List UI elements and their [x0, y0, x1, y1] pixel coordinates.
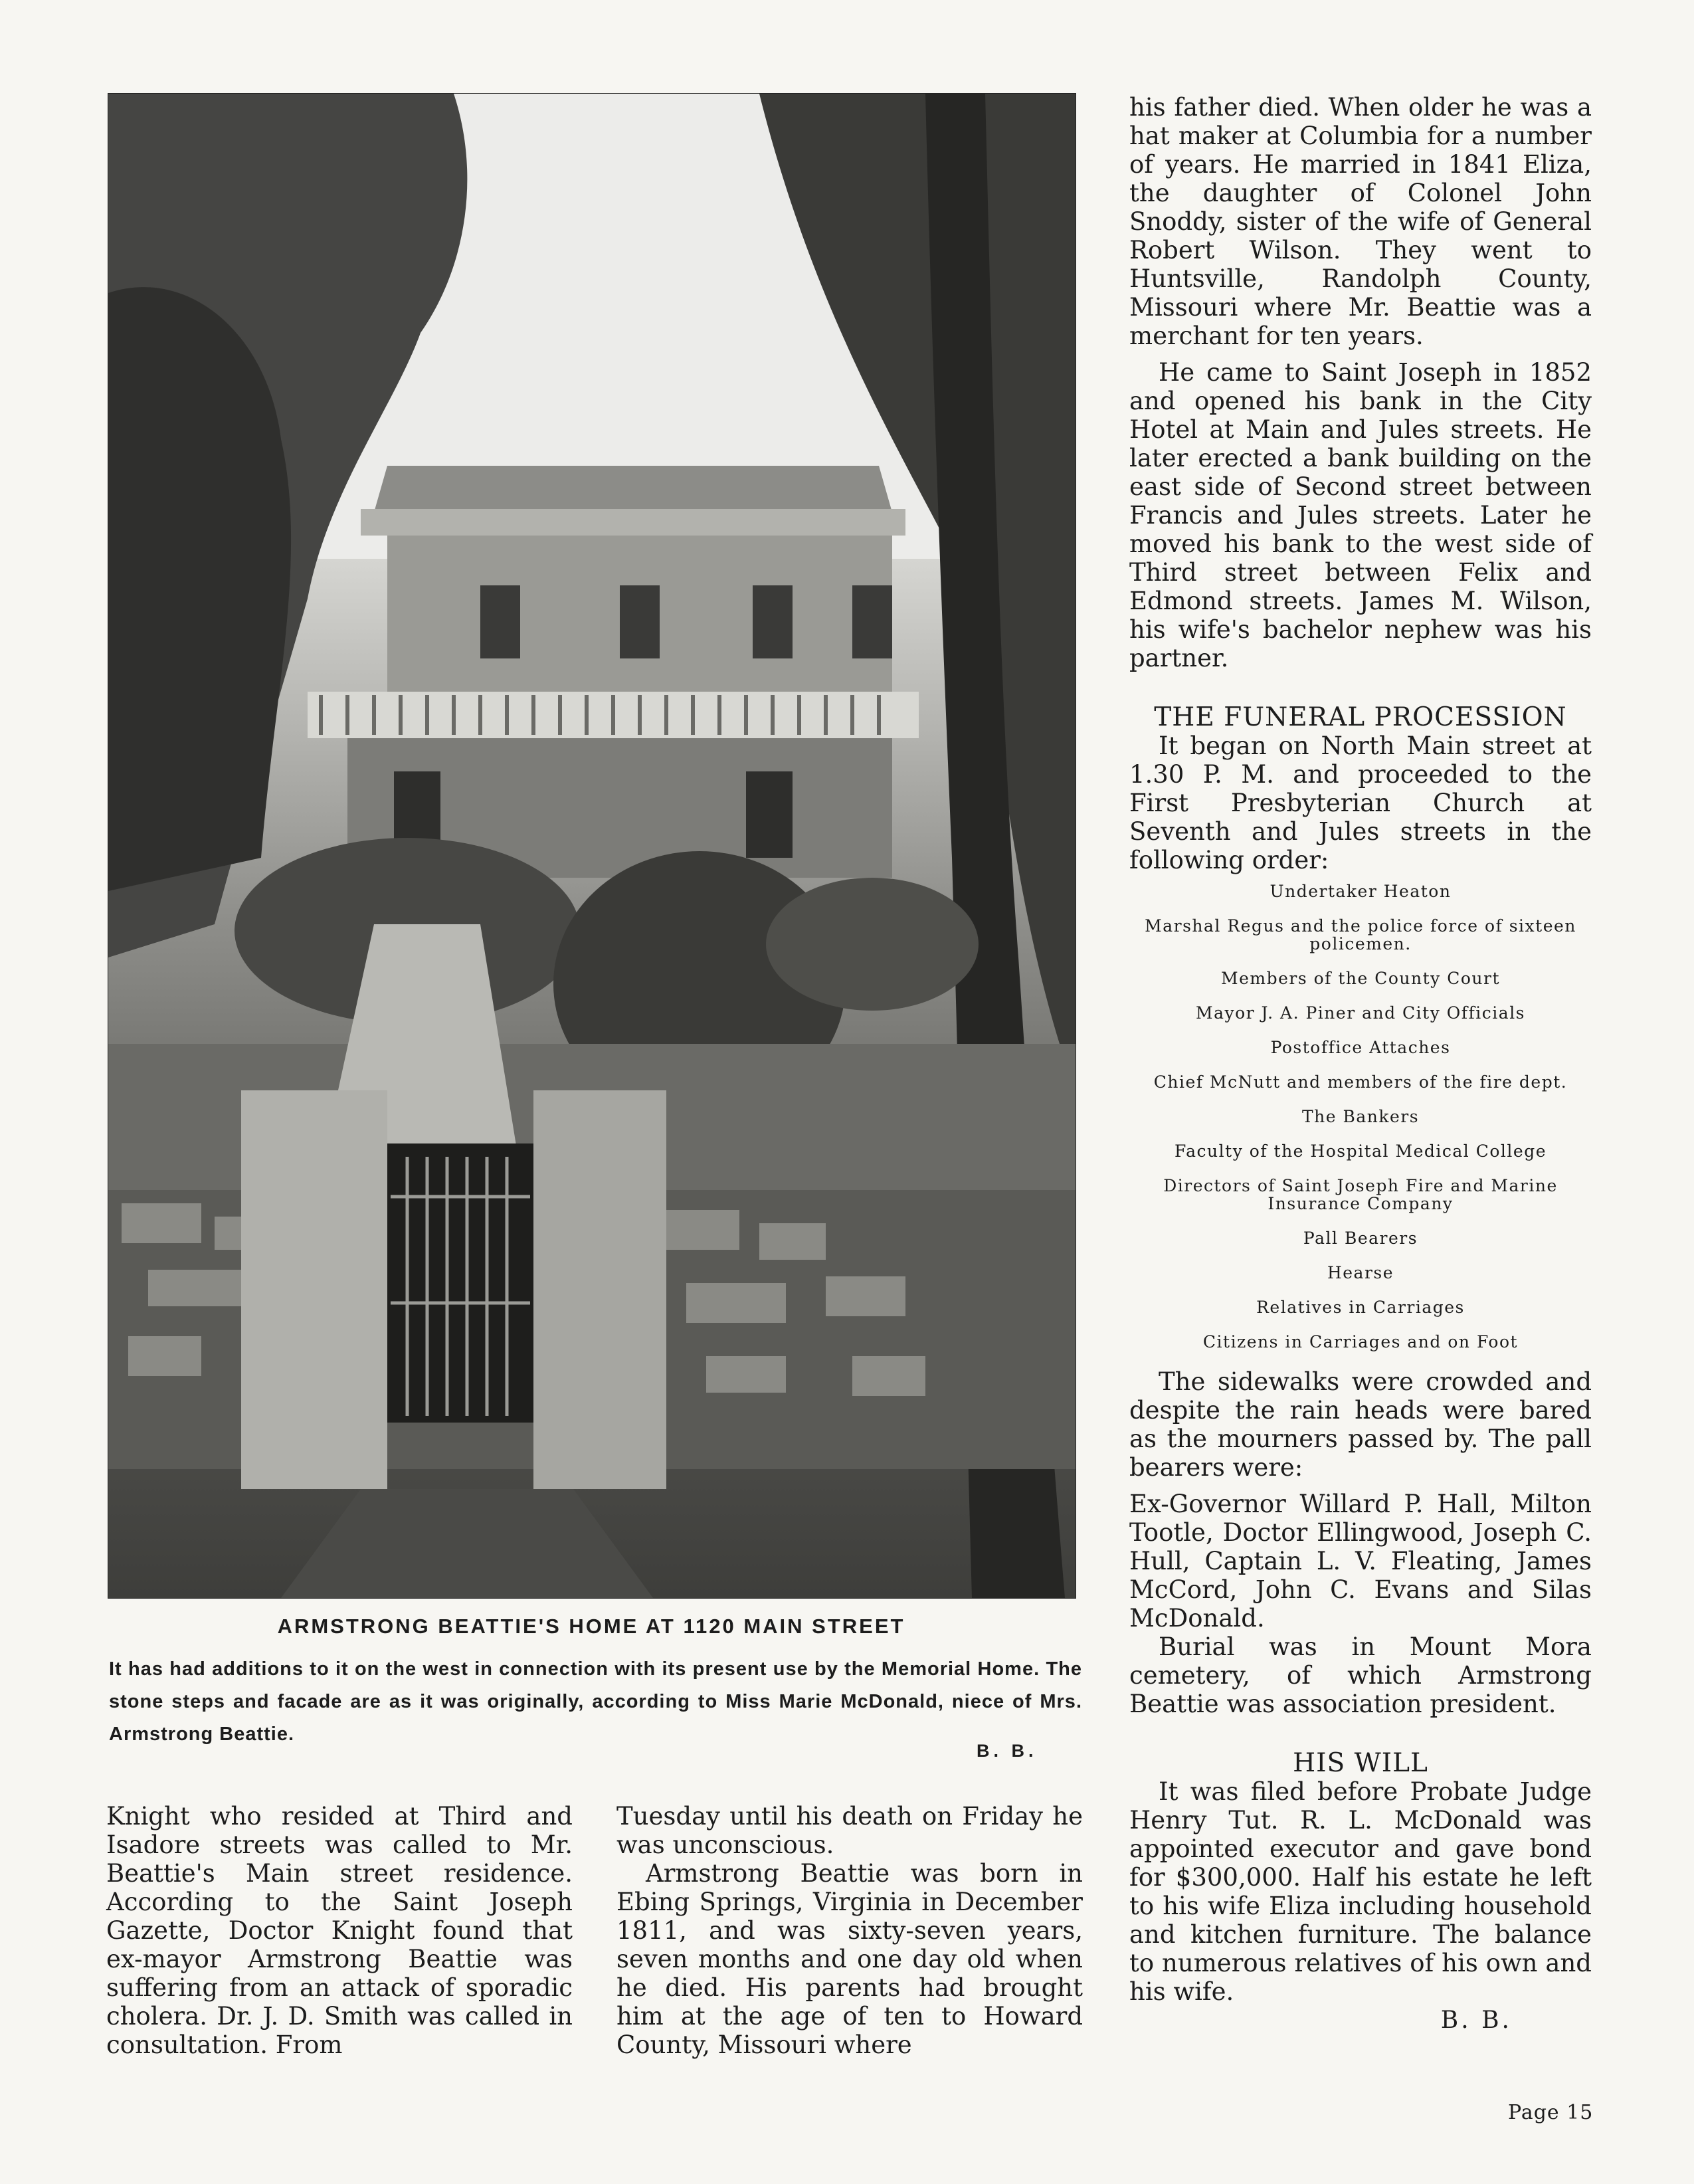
middle-paragraph-1: Tuesday until his death on Friday he was unconscious.: [616, 1802, 1083, 1859]
procession-item: Relatives in Carriages: [1256, 1298, 1465, 1317]
procession-item: Citizens in Carriages and on Foot: [1202, 1332, 1519, 1351]
photo-caption-title: ARMSTRONG BEATTIE'S HOME AT 1120 MAIN STREET: [277, 1615, 905, 1638]
right-paragraph-7: It was filed before Probate Judge Henry Tut. R. L. McDonald was appointed executor and gave bond for $300,000. Half his estate he left to his wife Eliza including household and kitchen furniture. The balance to numerous relatives of his own and his wife.: [1129, 1777, 1592, 2006]
left-column: [106, 1802, 573, 2059]
pall-bearers-list: Ex-Governor Willard P. Hall, Milton Tootle, Doctor Ellingwood, Joseph C. Hull, Captain L. V. Fleating, James McCord, John C. Evans and Silas McDonald.: [1129, 1490, 1592, 1633]
procession-item: The Bankers: [1301, 1107, 1420, 1126]
heading-funeral-procession: THE FUNERAL PROCESSION: [1154, 702, 1567, 732]
middle-column: [616, 1802, 1083, 2059]
middle-paragraph-2: Armstrong Beattie was born in Ebing Springs, Virginia in December 1811, and was sixty-seven years, seven months and one day old when he died. His parents had brought him at the age of ten to Howard County, Missouri where: [616, 1859, 1083, 2059]
procession-item: Marshal Regus and the police force of sixteen policemen.: [1145, 916, 1576, 953]
heading-his-will: HIS WILL: [1293, 1748, 1428, 1778]
procession-item: Postoffice Attaches: [1270, 1038, 1451, 1057]
procession-item: Directors of Saint Joseph Fire and Marine Insurance Company: [1163, 1176, 1558, 1213]
procession-item: Pall Bearers: [1303, 1229, 1418, 1248]
article-signature: B. B.: [1440, 2007, 1512, 2034]
house-photograph: [108, 93, 1076, 1599]
procession-item: Members of the County Court: [1220, 969, 1501, 988]
procession-item: Faculty of the Hospital Medical College: [1175, 1142, 1547, 1161]
right-paragraph-2: He came to Saint Joseph in 1852 and opened his bank in the City Hotel at Main and Jules streets. He later erected a bank building on the east side of Second street between Francis and Jules streets. Later he moved his bank to the west side of Third street between Felix and Edmond streets. James M. Wilson, his wife's bachelor nephew was his partner.: [1129, 358, 1592, 672]
procession-list: [1129, 882, 1592, 1351]
right-paragraph-6: Burial was in Mount Mora cemetery, of which Armstrong Beattie was association president.: [1129, 1633, 1592, 1718]
right-paragraph-1: his father died. When older he was a hat maker at Columbia for a number of years. He married in 1841 Eliza, the daughter of Colonel John Snoddy, sister of the wife of General Robert Wilson. They went to Huntsville, Randolph County, Missouri where Mr. Beattie was a merchant for ten years.: [1129, 93, 1592, 350]
photo-caption-body: It has had additions to it on the west in connection with its present use by the Memorial Home. The stone steps and facade are as it was originally, according to Miss Marie McDonald, niece of Mrs. Armstrong Beattie.: [109, 1658, 1082, 1745]
photo-caption-signature: B. B.: [977, 1741, 1038, 1761]
right-paragraph-3: It began on North Main street at 1.30 P. M. and proceeded to the First Presbyterian Church at Seventh and Jules streets in the following order:: [1129, 732, 1592, 874]
page-number: Page 15: [1508, 2101, 1594, 2124]
procession-item: Mayor J. A. Piner and City Officials: [1195, 1003, 1526, 1023]
right-paragraph-4: The sidewalks were crowded and despite the rain heads were bared as the mourners passed by. The pall bearers were:: [1129, 1367, 1592, 1482]
procession-item: Hearse: [1327, 1263, 1394, 1282]
procession-item: Chief McNutt and members of the fire dept.: [1153, 1072, 1568, 1092]
left-paragraph: Knight who resided at Third and Isadore streets was called to Mr. Beattie's Main street residence. According to the Saint Joseph Gazette, Doctor Knight found that ex-mayor Armstrong Beattie was suffering from an attack of sporadic cholera. Dr. J. D. Smith was called in consultation. From: [106, 1802, 573, 2059]
procession-item: Undertaker Heaton: [1270, 882, 1452, 901]
right-column: [1129, 93, 1592, 2035]
